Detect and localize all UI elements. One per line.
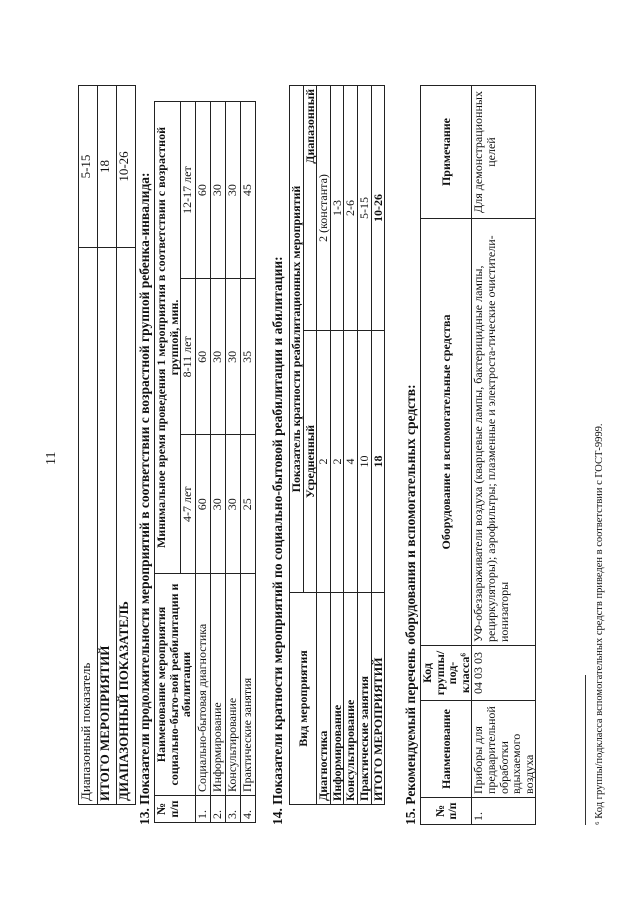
table-row: [241, 102, 256, 823]
row-average: 2: [317, 331, 331, 593]
equipment-table: [420, 85, 536, 825]
duration-table: [154, 101, 256, 823]
row-range: 10-26: [371, 86, 385, 331]
table-row: [371, 86, 385, 805]
row-num: 1.: [196, 796, 211, 823]
header-note: Примечание: [421, 86, 472, 219]
row-value: 30: [226, 279, 241, 435]
row-value: 35: [241, 279, 256, 435]
header-activity-kind: Вид мероприятия: [290, 593, 317, 805]
table-row: [98, 86, 117, 805]
footnote-divider: [585, 675, 586, 825]
row-equipment: УФ-обеззараживатели воздуха (кварцевые лампы, бактерицидные лампы, рециркуляторы); аэрофильтры; плазменные и электроста-тические очистители-ионизаторы: [472, 219, 536, 646]
row-value: 60: [196, 102, 211, 279]
row-name: ИТОГО МЕРОПРИЯТИЙ: [371, 593, 385, 805]
row-average: 2: [330, 331, 344, 593]
row-code: 04 03 03: [472, 646, 536, 701]
header-age-group: 8-11 лет: [181, 279, 196, 435]
row-range: 5-15: [357, 86, 371, 331]
top-row-value: 5-15: [79, 86, 98, 248]
header-average: Усредненный: [303, 331, 317, 593]
row-num: 4.: [241, 796, 256, 823]
header-age-group: 12-17 лет: [181, 102, 196, 279]
header-num: № п/п: [421, 798, 472, 825]
row-value: 30: [226, 435, 241, 574]
row-value: 30: [226, 102, 241, 279]
header-num: № п/п: [155, 796, 196, 823]
table-row: [226, 102, 241, 823]
table-row: [155, 102, 181, 823]
top-row-label: ДИАПАЗОННЫЙ ПОКАЗАТЕЛЬ: [117, 248, 136, 805]
table-row: [196, 102, 211, 823]
row-name: Информирование: [330, 593, 344, 805]
row-name: Социально-бытовая диагностика: [196, 574, 211, 796]
section14-title: 14. Показатели кратности мероприятий по социально-бытовой реабилитации и абилитации:: [270, 256, 285, 825]
row-range: 2-6: [344, 86, 358, 331]
table-row: [290, 86, 304, 805]
page-number: 11: [44, 451, 59, 465]
section13-title: 13. Показатели продолжительности мероприятий в соответствии с возрастной группой ребенка-инвалида:: [137, 172, 152, 825]
row-average: 4: [344, 331, 358, 593]
frequency-table: [289, 85, 385, 805]
header-frequency: Показатель кратности реабилитационных мероприятий: [290, 86, 304, 593]
top-row-value: 10-26: [117, 86, 136, 248]
top-row-label: ИТОГО МЕРОПРИЯТИЙ: [98, 248, 117, 805]
table-row: [421, 86, 472, 825]
row-name: Приборы для предварительной обработки вдыхаемого воздуха: [472, 701, 536, 798]
row-name: Консультирование: [226, 574, 241, 796]
table-row: [472, 86, 536, 825]
footnote: ⁶ Код группы/подкласса вспомогательных средств приведен в соответствии с ГОСТ-9999.: [594, 423, 605, 825]
row-value: 60: [196, 279, 211, 435]
row-range: 1-3: [330, 86, 344, 331]
top-row-label: Диапазонный показатель: [79, 248, 98, 805]
table-row: [357, 86, 371, 805]
header-code: Код группы/под-класса⁶: [421, 646, 472, 701]
header-min-time: Минимальное время проведения 1 мероприятия в соответствии с возрастной группой, мин.: [155, 102, 181, 574]
row-value: 30: [211, 102, 226, 279]
row-range: 2 (константа): [317, 86, 331, 331]
row-name: Практические занятия: [357, 593, 371, 805]
header-name: Наименование: [421, 701, 472, 798]
table-row: [117, 86, 136, 805]
header-range: Диапазонный: [303, 86, 317, 331]
row-num: 3.: [226, 796, 241, 823]
row-value: 45: [241, 102, 256, 279]
table-row: [211, 102, 226, 823]
row-value: 60: [196, 435, 211, 574]
table-row: [79, 86, 98, 805]
row-name: Практические занятия: [241, 574, 256, 796]
row-name: Информирование: [211, 574, 226, 796]
row-average: 10: [357, 331, 371, 593]
row-value: 30: [211, 435, 226, 574]
top-row-value: 18: [98, 86, 117, 248]
row-num: 2.: [211, 796, 226, 823]
table-row: [344, 86, 358, 805]
row-name: Диагностика: [317, 593, 331, 805]
top-summary-table: [78, 85, 136, 805]
row-num: 1.: [472, 798, 536, 825]
row-average: 18: [371, 331, 385, 593]
section15-title: 15. Рекомендуемый перечень оборудования и вспомогательных средств:: [403, 384, 418, 825]
table-row: [330, 86, 344, 805]
header-equipment: Оборудование и вспомогательные средства: [421, 219, 472, 646]
row-value: 30: [211, 279, 226, 435]
row-value: 25: [241, 435, 256, 574]
header-activity-name: Наименование мероприятия социально-быто-вой реабилитации и абилитации: [155, 574, 196, 796]
row-note: Для демонстрационных целей: [472, 86, 536, 219]
table-row: [317, 86, 331, 805]
header-age-group: 4-7 лет: [181, 435, 196, 574]
row-name: Консультирование: [344, 593, 358, 805]
